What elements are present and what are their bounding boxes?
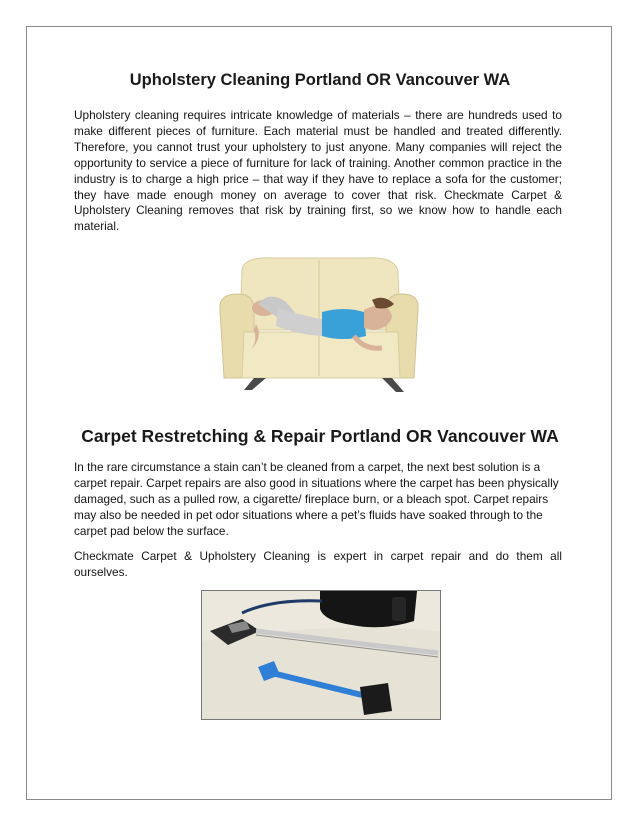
carpet-repair-paragraph: In the rare circumstance a stain can’t be cleaned from a carpet, the next best solution is a carpet repair. Carpet repairs are also good in situations where the carpet has been physically damaged, such as a pulled row, a cigarette/ fireplace burn, or a bleach spot. Carpet repairs may also be needed in pet odor situations where a pet’s fluids have soaked through to the carpet pad below the surface. (74, 460, 559, 538)
expertise-paragraph: Checkmate Carpet & Upholstery Cleaning is expert in carpet repair and do them all ourselves. (74, 549, 562, 579)
upholstery-paragraph: Upholstery cleaning requires intricate knowledge of materials – there are hundreds used to make different pieces of furniture. Each material must be handled and treated differently. Therefore, you cannot trust your upholstery to just anyone. Many companies will reject the opportunity to service a piece of furniture for lack of training. Another common practice in the industry is to charge a high price – that way if they have to replace a sofa for the customer; they have made enough money on average to cover that risk. Checkmate Carpet & Upholstery Cleaning removes that risk by training first, so we know how to handle each material. (74, 108, 562, 234)
section-title-carpet-repair: Carpet Restretching & Repair Portland OR Vancouver WA (81, 426, 559, 446)
section-title-upholstery: Upholstery Cleaning Portland OR Vancouver WA (129, 71, 511, 89)
carpet-tools-photo (201, 590, 441, 720)
sofa-photo (214, 250, 424, 402)
